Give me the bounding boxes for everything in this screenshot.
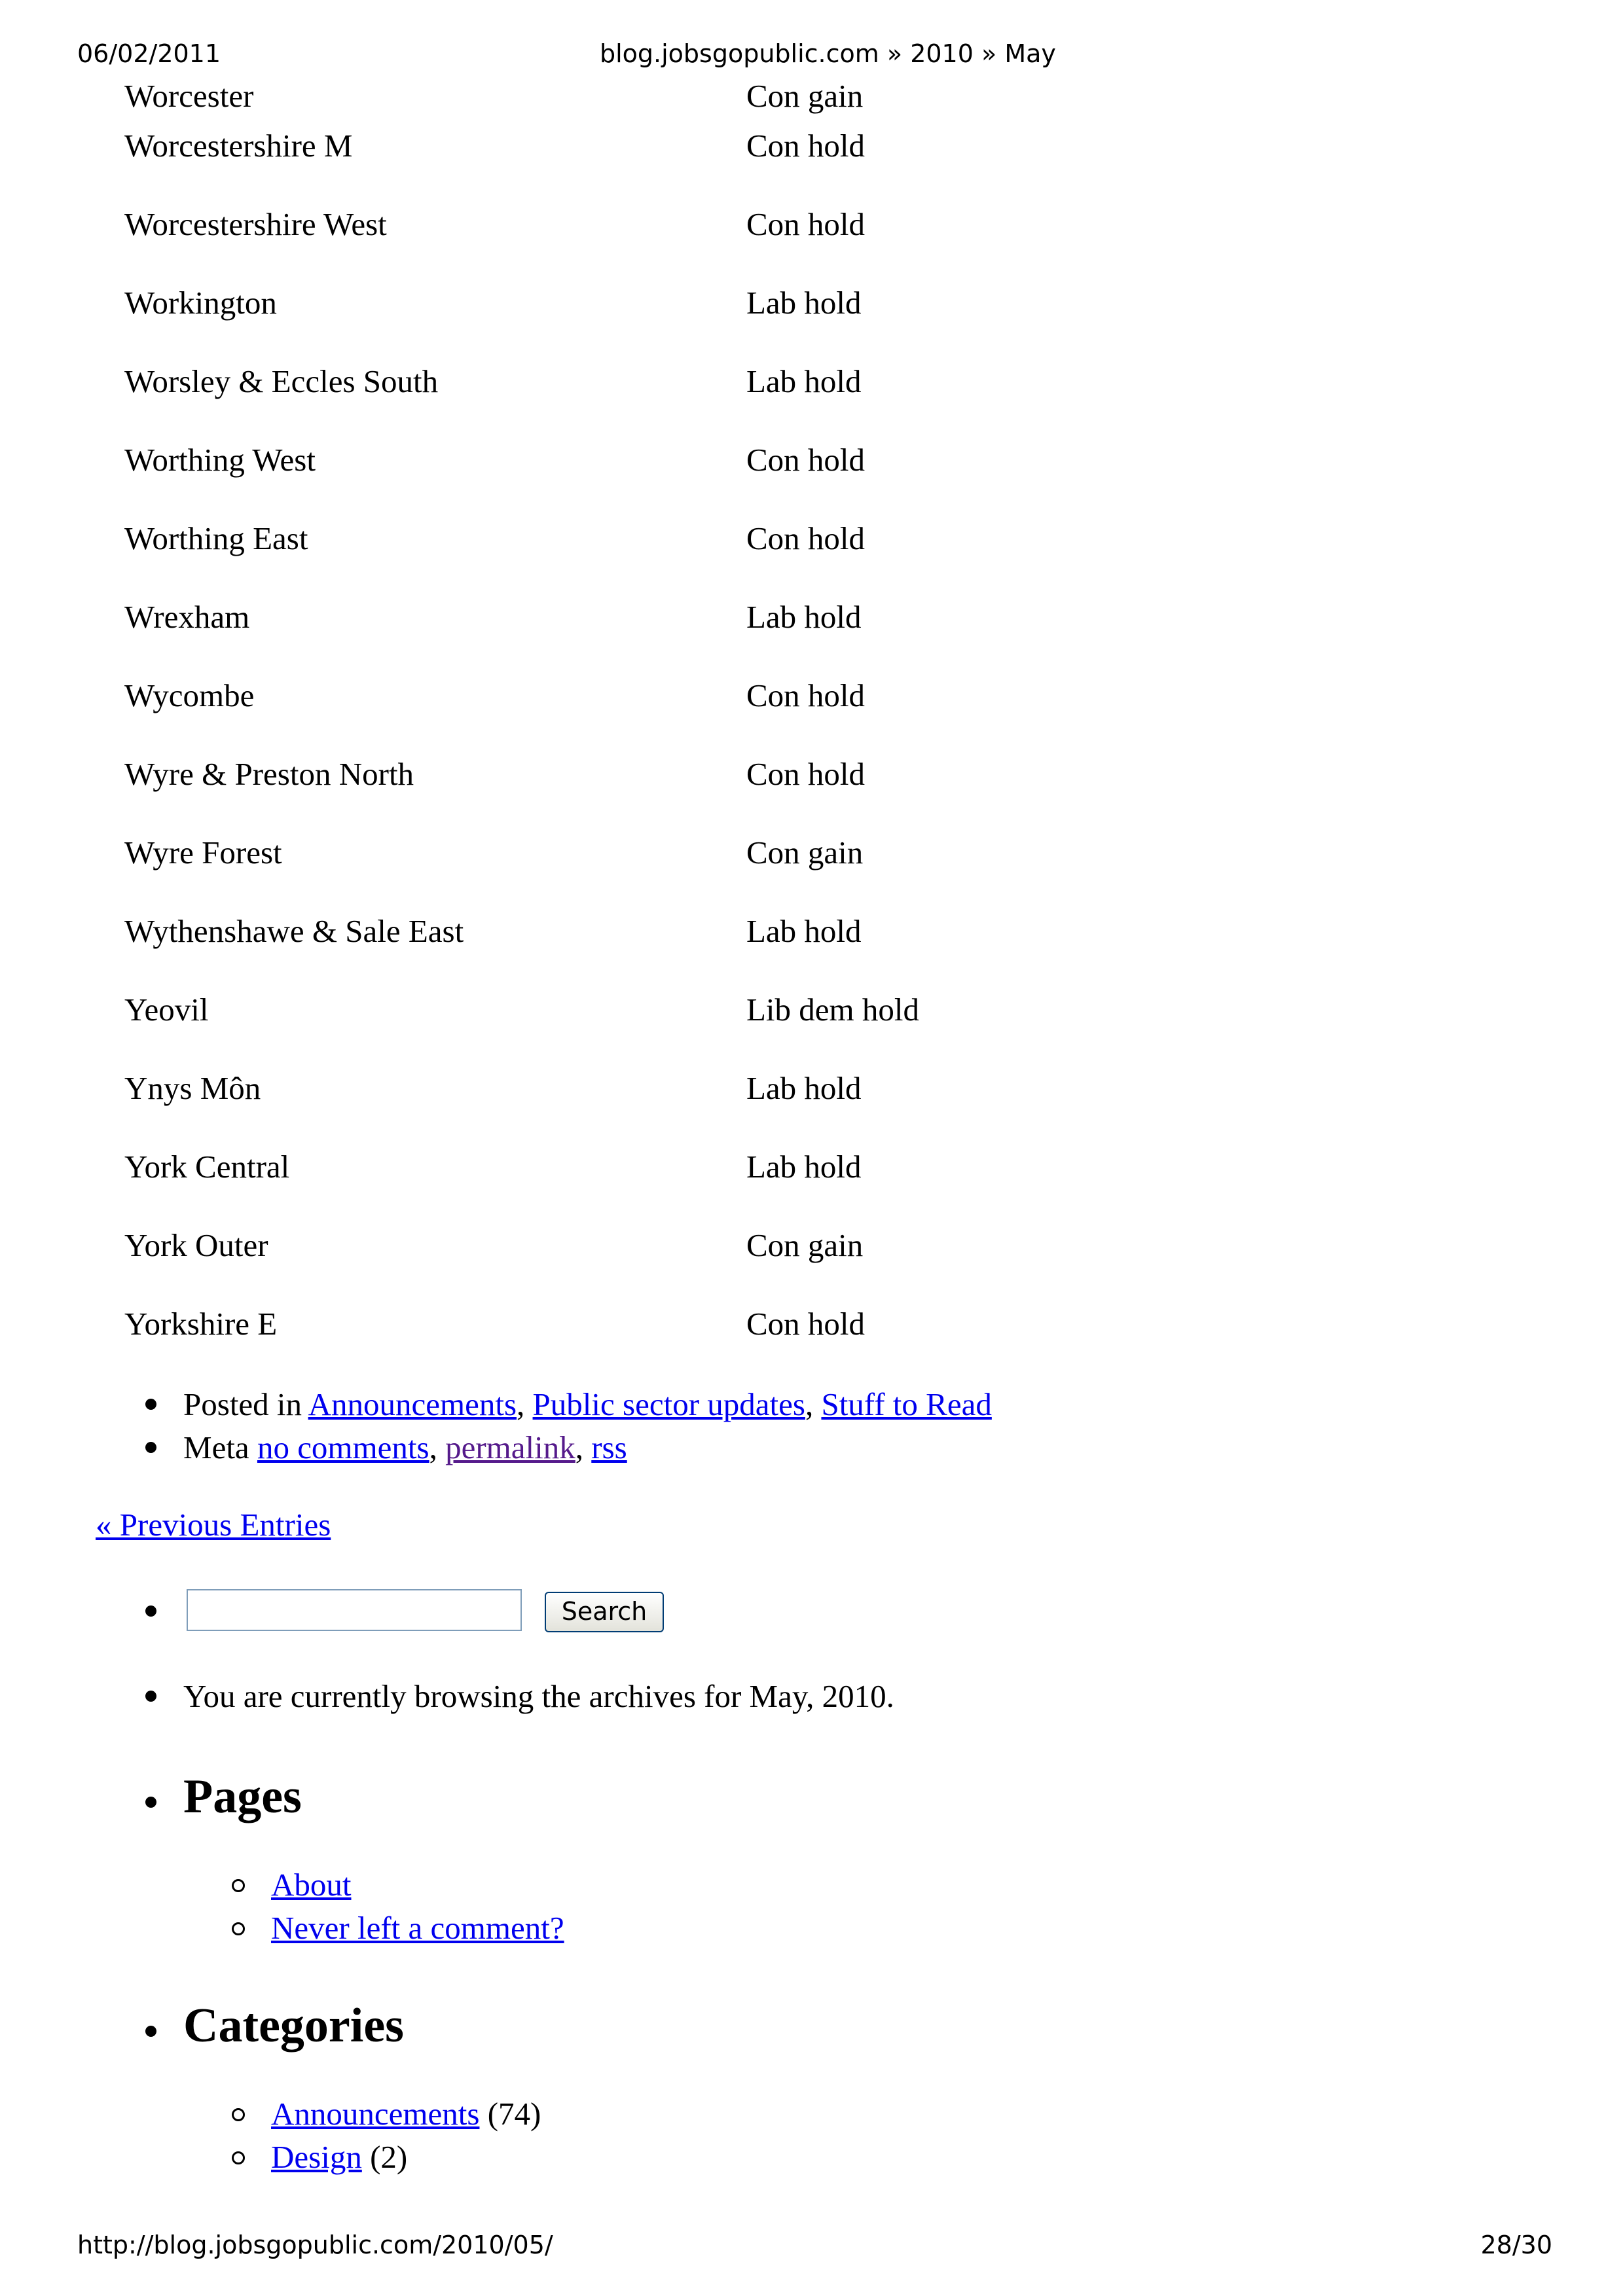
table-row <box>124 1066 1106 1111</box>
page-link-about[interactable]: About <box>271 1867 352 1903</box>
constituency-cell: Worcestershire M <box>124 128 353 164</box>
table-row <box>124 73 1106 119</box>
permalink-link[interactable]: permalink <box>445 1429 575 1465</box>
circle-bullet-icon <box>232 1879 245 1892</box>
result-cell: Con gain <box>746 1227 864 1263</box>
search-button[interactable]: Search <box>545 1592 664 1632</box>
constituency-cell: York Central <box>124 1149 290 1185</box>
print-title: blog.jobsgopublic.com » 2010 » May <box>600 39 1056 68</box>
result-cell: Con hold <box>746 206 866 242</box>
page-link-never-left-a-comment[interactable]: Never left a comment? <box>271 1910 564 1946</box>
bullet-icon <box>145 2026 156 2037</box>
table-row <box>124 751 1106 797</box>
constituency-cell: Worthing West <box>124 442 316 478</box>
constituency-cell: Worcester <box>124 78 254 114</box>
search-input[interactable] <box>187 1589 522 1631</box>
print-date: 06/02/2011 <box>77 39 221 68</box>
table-row <box>124 516 1106 562</box>
constituency-cell: Wyre & Preston North <box>124 756 414 792</box>
category-link-public-sector-updates[interactable]: Public sector updates <box>532 1386 805 1422</box>
category-item <box>271 2094 541 2134</box>
bullet-icon <box>145 1442 156 1453</box>
circle-bullet-icon <box>232 1922 245 1935</box>
posted-in-label: Posted in <box>183 1386 302 1422</box>
result-cell: Lab hold <box>746 1070 862 1106</box>
print-page-number: 28/30 <box>1480 2231 1552 2259</box>
table-row <box>124 1144 1106 1190</box>
result-cell: Lab hold <box>746 285 862 321</box>
bullet-icon <box>145 1605 156 1617</box>
constituency-cell: Yeovil <box>124 992 209 1028</box>
meta-label: Meta <box>183 1429 249 1465</box>
result-cell: Con hold <box>746 677 866 713</box>
constituency-cell: Worsley & Eccles South <box>124 363 439 399</box>
constituency-cell: Worcestershire West <box>124 206 387 242</box>
rss-link[interactable]: rss <box>591 1429 627 1465</box>
bullet-icon <box>145 1691 156 1702</box>
previous-entries-link[interactable]: « Previous Entries <box>96 1507 331 1543</box>
table-row <box>124 437 1106 483</box>
category-link-stuff-to-read[interactable]: Stuff to Read <box>821 1386 992 1422</box>
category-count: (74) <box>487 2096 541 2132</box>
result-cell: Con hold <box>746 756 866 792</box>
result-cell: Lib dem hold <box>746 992 920 1028</box>
result-cell: Lab hold <box>746 599 862 635</box>
category-item <box>271 2138 407 2177</box>
circle-bullet-icon <box>232 2108 245 2121</box>
table-row <box>124 594 1106 640</box>
table-row <box>124 123 1106 169</box>
categories-heading: Categories <box>183 1999 404 2053</box>
result-cell: Con hold <box>746 442 866 478</box>
result-cell: Lab hold <box>746 1149 862 1185</box>
result-cell: Con hold <box>746 1306 866 1342</box>
table-row <box>124 1223 1106 1268</box>
table-row <box>124 1301 1106 1347</box>
constituency-cell: Yorkshire E <box>124 1306 278 1342</box>
archive-note: You are currently browsing the archives for May, 2010. <box>183 1678 894 1714</box>
print-footer-url: http://blog.jobsgopublic.com/2010/05/ <box>77 2231 553 2259</box>
result-cell: Lab hold <box>746 913 862 949</box>
constituency-cell: York Outer <box>124 1227 268 1263</box>
pages-heading: Pages <box>183 1770 302 1823</box>
table-row <box>124 673 1106 719</box>
result-cell: Con gain <box>746 78 864 114</box>
table-row <box>124 202 1106 247</box>
constituency-cell: Wrexham <box>124 599 250 635</box>
sidebar-category-link-announcements[interactable]: Announcements <box>271 2096 480 2132</box>
constituency-cell: Workington <box>124 285 277 321</box>
table-row <box>124 280 1106 326</box>
result-cell: Con hold <box>746 520 866 556</box>
table-row <box>124 987 1106 1033</box>
constituency-cell: Worthing East <box>124 520 308 556</box>
constituency-cell: Wycombe <box>124 677 255 713</box>
result-cell: Con gain <box>746 834 864 870</box>
posted-in-line: Posted in Announcements, Public sector updates, Stuff to Read <box>183 1386 992 1422</box>
table-row <box>124 830 1106 876</box>
sidebar-category-link-design[interactable]: Design <box>271 2139 362 2175</box>
constituency-cell: Wyre Forest <box>124 834 282 870</box>
result-cell: Lab hold <box>746 363 862 399</box>
category-count: (2) <box>370 2139 408 2175</box>
meta-line: Meta no comments, permalink, rss <box>183 1429 627 1465</box>
bullet-icon <box>145 1399 156 1410</box>
table-row <box>124 359 1106 404</box>
table-row <box>124 908 1106 954</box>
bullet-icon <box>145 1797 156 1808</box>
no-comments-link[interactable]: no comments <box>257 1429 429 1465</box>
category-link-announcements[interactable]: Announcements <box>308 1386 517 1422</box>
result-cell: Con hold <box>746 128 866 164</box>
constituency-cell: Wythenshawe & Sale East <box>124 913 464 949</box>
circle-bullet-icon <box>232 2151 245 2164</box>
constituency-cell: Ynys Môn <box>124 1070 261 1106</box>
